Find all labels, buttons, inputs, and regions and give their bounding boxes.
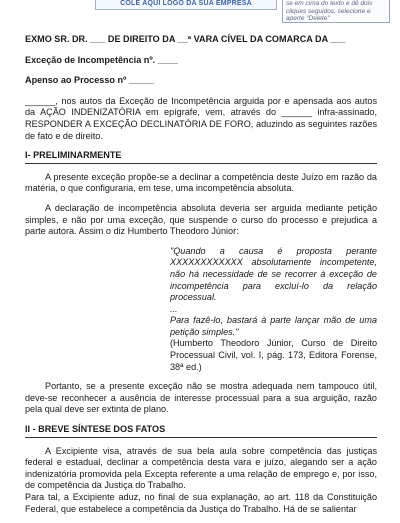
intro-paragraph: ______, nos autos da Exceção de Incompetência arguida por e apensada aos autos da AÇÃO INDENIZATÓRIA em epígrafe, vem, através do ______ infra-assinado, RESPONDER A EXCEÇÃO DECLINATÓRIA DE FORO, aduzindo as seguintes razões de fato e de direito. [25,95,377,141]
paragraph [25,446,377,492]
exception-number: Exceção de Incompetência nº. ____ [25,54,178,65]
quote-text: Para fazê-lo, bastará à parte lançar mão de uma petição simples." [170,315,377,337]
paragraph-text: A Excipiente visa, através de sua bela aula sobre competência das justiças federal e estadual, declinar a competência desta vara e juízo, alegando ser a ação indenizatória promovida pela Excepta referente a uma relação de emprego e, por isso, de competência da Justiça do Trabalho. [25,445,377,491]
paragraph [25,492,377,515]
paragraph-text: A declaração de incompetência absoluta deveria ser arguida mediante petição simples, e não por uma exceção, que suspende o curso do processo e prejudica a parte autora. Assim o diz Humberto Theodoro Júnior: [25,202,377,237]
appendix-process: Apenso ao Processo nº _____ [25,75,155,86]
document-body [25,34,377,523]
paragraph [25,381,377,416]
quote-ellipsis: ... [170,303,178,314]
paragraph-text: A presente exceção propõe-se a declinar a competência deste Juízo em razão da matéria, o que configuraria, em tese, uma incompetência absoluta. [25,171,377,194]
addressee-heading: EXMO SR. DR. ___ DE DIREITO DA __ª VARA CÍVEL DA COMARCA DA ___ [25,34,346,44]
instruction-note: se em cima do texto e dê dois cliques seguidos, selecione e aperte "Delete" [282,0,390,23]
paragraph-text: Portanto, se a presente exceção não se mostra adequada nem tampouco útil, deve-se reconhecer a ausência de interesse processual para a sua arguição, razão pela qual deve ser extinta de plano. [25,381,377,415]
block-quote [170,246,377,374]
paragraph-text: Para tal, a Excipiente aduz, no final de sua explanação, ao art. 118 da Constituição Federal, que estabelece a competência da Justiça do Trabalho. Há de se salientar [25,492,377,514]
logo-placeholder: COLE AQUI LOGO DA SUA EMPRESA [95,0,277,10]
quote-text: "Quando a causa é proposta perante XXXXXXXXXXXX absolutamente incompetente, não há necessidade de se recorrer à exceção de incompetência para excluí-lo da relação processual. [170,245,377,303]
paragraph [25,203,377,238]
quote-citation: (Humberto Theodoro Júnior, Curso de Direito Processual Civil, vol. I, pág. 173, Editora Forense, 38ª ed.) [170,338,377,372]
section-heading-facts: II - BREVE SÍNTESE DOS FATOS [25,424,377,438]
section-heading-preliminary: I- PRELIMINARMENTE [25,150,377,164]
paragraph [25,172,377,195]
